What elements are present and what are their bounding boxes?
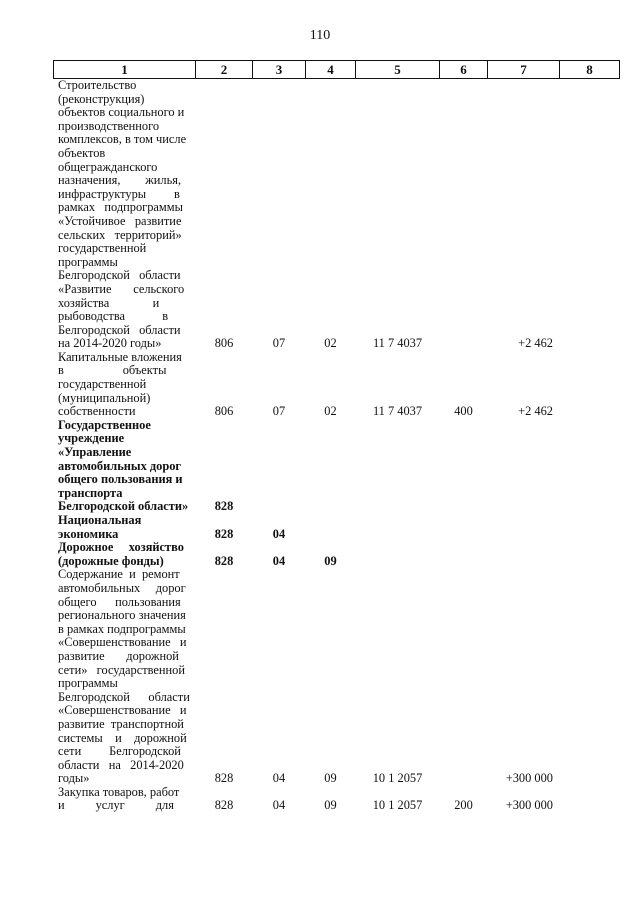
column-header: 2 [196,61,253,79]
amount-value-2 [560,568,620,786]
description-line: сети Белгородской [58,744,181,759]
target-article-code [356,514,440,541]
expense-type-code [440,541,488,568]
expense-type-code [440,568,488,786]
description-line: системы и дорожной [58,730,187,745]
amount-value-2 [560,351,620,419]
description-line: производственного [58,118,160,133]
column-header: 1 [54,61,196,79]
amount-value: +2 462 [518,404,553,419]
description-line: годы» [58,771,90,786]
column-header: 5 [356,61,440,79]
description-line: объектов [58,145,106,160]
header-row [54,61,620,79]
target-article-code: 10 1 2057 [372,771,423,786]
description-line: инфраструктуры в [58,186,180,201]
amount-value: +300 000 [505,771,553,786]
description-line: автомобильных дорог [58,580,186,595]
description-line: общего пользования и [58,472,183,487]
target-article-code: 11 7 4037 [372,336,423,351]
table-body [54,79,620,814]
description-line: Национальная [58,513,142,527]
column-header: 4 [306,61,356,79]
description-line: общего пользования [58,594,181,609]
description-line: (муниципальной) [58,390,151,405]
table-row [54,351,620,419]
subsection-code: 02 [324,404,337,419]
description-line: государственной [58,241,147,256]
row-description [54,568,196,786]
table-row [54,786,620,813]
description-line: Государственное [58,417,151,432]
ministry-code: 828 [214,499,234,514]
description-line: собственности [58,404,136,419]
budget-table [53,60,620,813]
description-line: развитие транспортной [58,716,184,731]
target-article-code [356,541,440,568]
expense-type-code [440,419,488,514]
ministry-code: 828 [214,771,234,786]
column-header: 8 [560,61,620,79]
description-line: «Управление [58,445,132,460]
page-number: 110 [309,28,331,43]
section-code: 04 [272,798,286,813]
row-description [54,514,196,541]
description-line: хозяйства и [58,295,160,310]
description-line: Белгородской области [58,268,181,283]
amount-value [488,514,560,541]
description-line: сельских территорий» [58,227,182,242]
description-line: рамках подпрограммы [58,200,183,215]
description-line: программы [58,676,118,691]
description-line: программы [58,254,118,269]
amount-value-2 [560,419,620,514]
section-code: 04 [272,526,286,541]
description-line: автомобильных дорог [58,458,182,473]
amount-value-2 [560,541,620,568]
table-row [54,541,620,568]
description-line: Капитальные вложения [58,349,182,364]
description-line: сети» государственной [58,662,185,677]
description-line: регионального значения [58,608,186,623]
row-description [54,351,196,419]
section-code: 07 [272,336,286,351]
description-line: экономика [58,526,119,541]
description-line: в объекты [58,363,167,378]
expense-type-code: 400 [454,404,473,419]
description-line: «Совершенствование и [58,635,187,650]
description-line: на 2014-2020 годы» [58,336,162,351]
description-line: объектов социального и [58,105,185,120]
description-line: Содержание и ремонт [58,567,180,582]
subsection-code: 09 [324,771,337,786]
subsection-code: 09 [324,553,337,568]
subsection-code: 09 [324,798,337,813]
target-article-code: 10 1 2057 [372,798,423,813]
description-line: назначения, жилья, [58,173,182,188]
ministry-code: 828 [214,553,234,568]
ministry-code: 806 [214,336,234,351]
description-line: (дорожные фонды) [58,553,164,568]
description-line: комплексов, в том числе [58,132,187,147]
section-code [253,419,306,514]
description-line: в рамках подпрограммы [58,621,186,636]
description-line: Дорожное хозяйство [58,540,184,555]
amount-value [488,541,560,568]
description-line: транспорта [58,485,123,500]
section-code: 04 [272,771,286,786]
column-header: 7 [488,61,560,79]
table-row [54,514,620,541]
table-row [54,419,620,514]
target-article-code: 11 7 4037 [372,404,423,419]
expense-type-code [440,79,488,351]
table-row [54,568,620,786]
description-line: «Развитие сельского [58,281,185,296]
row-description [54,79,196,351]
description-line: (реконструкция) [58,91,145,106]
description-line: Белгородской области [58,689,190,704]
amount-value-2 [560,514,620,541]
description-line: развитие дорожной [58,648,179,663]
subsection-code [306,419,356,514]
amount-value [488,419,560,514]
description-line: Белгородской области» [58,499,189,514]
description-line: Белгородской области [58,322,181,337]
description-line: государственной [58,377,147,392]
amount-value-2 [560,786,620,813]
column-header: 6 [440,61,488,79]
description-line: области на 2014-2020 [58,757,184,772]
table-row [54,79,620,351]
description-line: учреждение [58,431,125,446]
expense-type-code [440,514,488,541]
description-line: рыбоводства в [58,309,169,324]
amount-value: +2 462 [518,336,553,351]
ministry-code: 806 [214,404,234,419]
column-header: 3 [253,61,306,79]
description-line: «Совершенствование и [58,703,187,718]
description-line: и услуг для [58,798,174,813]
row-description [54,419,196,514]
amount-value-2 [560,79,620,351]
subsection-code: 02 [324,336,337,351]
ministry-code: 828 [214,526,234,541]
subsection-code [306,514,356,541]
amount-value: +300 000 [505,798,553,813]
description-line: общегражданского [58,159,158,174]
row-description [54,786,196,813]
ministry-code: 828 [214,798,234,813]
description-line: «Устойчивое развитие [58,213,182,228]
description-line: Закупка товаров, работ [58,784,180,799]
expense-type-code: 200 [454,798,473,813]
section-code: 04 [272,553,286,568]
description-line: Строительство [58,78,137,92]
target-article-code [356,419,440,514]
section-code: 07 [272,404,286,419]
row-description [54,541,196,568]
